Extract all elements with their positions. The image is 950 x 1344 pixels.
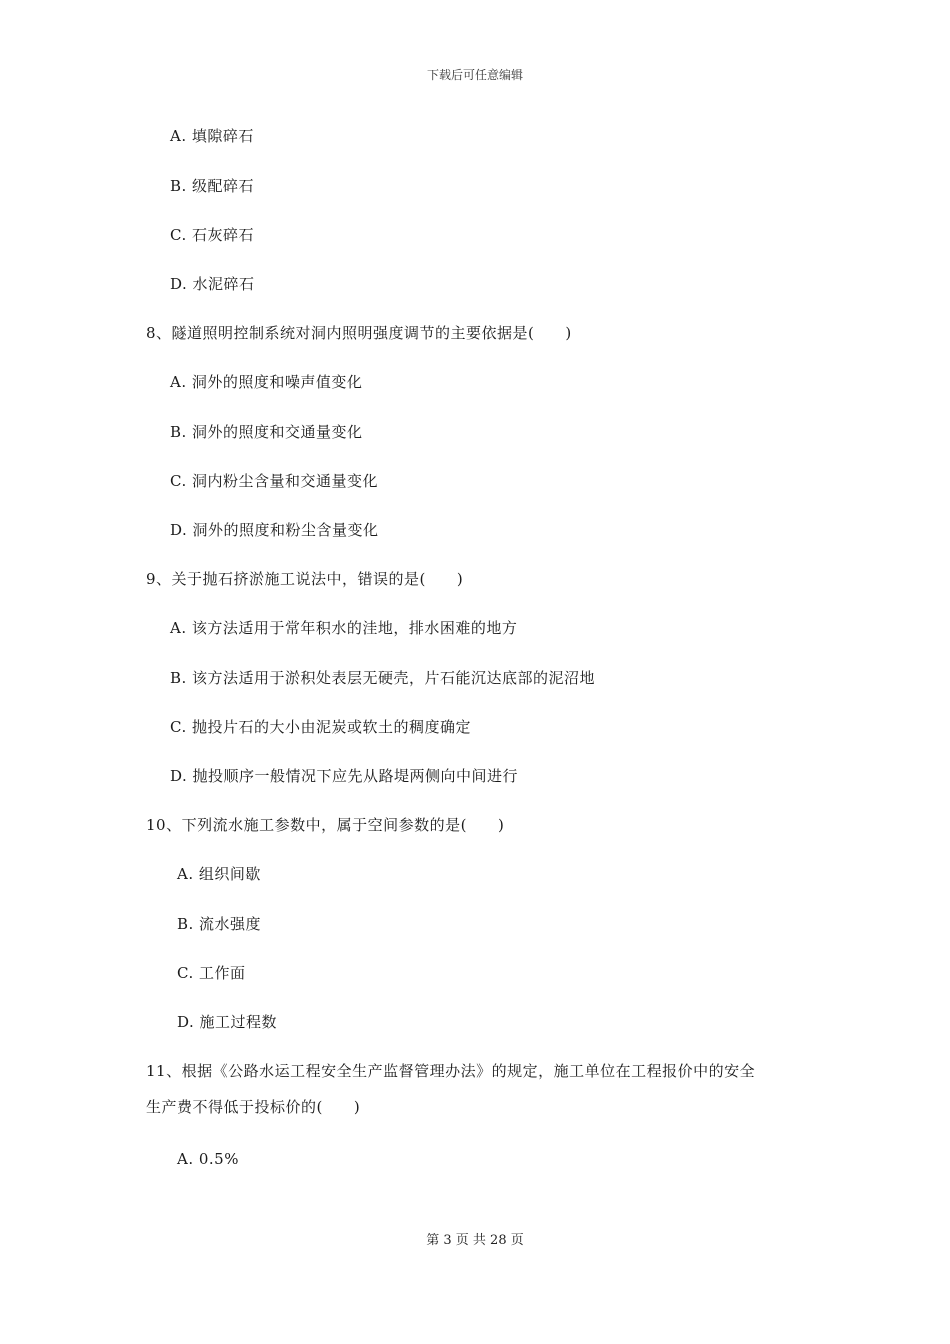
- q7-option-c: C. 石灰碎石: [170, 226, 254, 244]
- q8-option-c: C. 洞内粉尘含量和交通量变化: [170, 472, 378, 490]
- q11-question-line2: 生产费不得低于投标价的( ): [146, 1098, 361, 1116]
- q8-option-a: A. 洞外的照度和噪声值变化: [170, 373, 363, 391]
- q9-option-a: A. 该方法适用于常年积水的洼地，排水困难的地方: [170, 619, 518, 637]
- q7-option-d: D. 水泥碎石: [170, 275, 255, 293]
- page-number-footer: 第 3 页 共 28 页: [426, 1233, 524, 1248]
- q7-option-b: B. 级配碎石: [170, 177, 255, 195]
- q10-option-a: A. 组织间歇: [177, 865, 261, 883]
- q11-option-a: A. 0.5%: [177, 1150, 239, 1168]
- q10-question: 10、下列流水施工参数中，属于空间参数的是( ): [146, 816, 505, 834]
- q11-question-line1: 11、根据《公路水运工程安全生产监督管理办法》的规定，施工单位在工程报价中的安全: [146, 1062, 756, 1080]
- q10-option-c: C. 工作面: [177, 964, 246, 982]
- q8-option-d: D. 洞外的照度和粉尘含量变化: [170, 521, 379, 539]
- q9-option-c: C. 抛投片石的大小由泥炭或软土的稠度确定: [170, 718, 471, 736]
- q9-option-b: B. 该方法适用于淤积处表层无硬壳，片石能沉达底部的泥沼地: [170, 669, 596, 687]
- q9-option-d: D. 抛投顺序一般情况下应先从路堤两侧向中间进行: [170, 767, 519, 785]
- q10-option-d: D. 施工过程数: [177, 1013, 278, 1031]
- q9-question: 9、关于抛石挤淤施工说法中，错误的是( ): [146, 570, 464, 588]
- header-note: 下载后可任意编辑: [426, 68, 523, 82]
- q7-option-a: A. 填隙碎石: [170, 127, 254, 145]
- q8-option-b: B. 洞外的照度和交通量变化: [170, 423, 363, 441]
- q8-question: 8、隧道照明控制系统对洞内照明强度调节的主要依据是( ): [146, 324, 572, 342]
- q10-option-b: B. 流水强度: [177, 915, 262, 933]
